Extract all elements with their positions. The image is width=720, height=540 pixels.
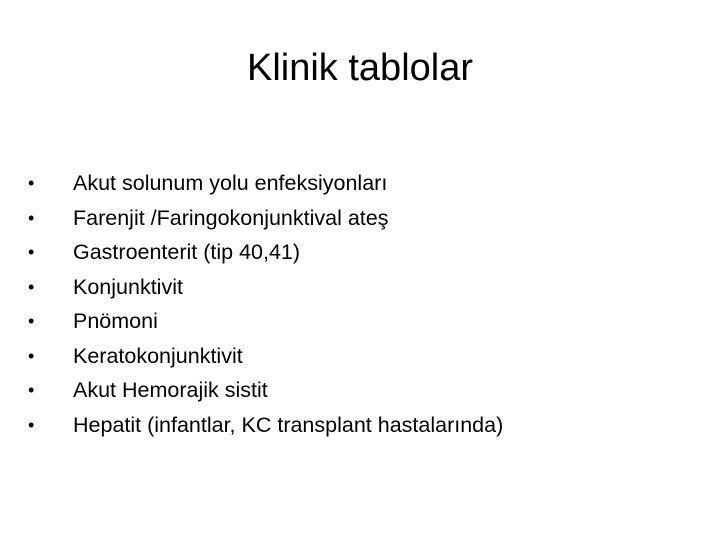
bullet-icon: •: [28, 311, 35, 331]
bullet-icon: •: [28, 207, 35, 228]
bullet-icon: •: [28, 345, 35, 366]
list-item-text: Akut Hemorajik sistit: [73, 378, 268, 402]
list-item-text: Akut solunum yolu enfeksiyonları: [73, 171, 388, 195]
list-item-text: Farenjit /Faringokonjunktival ateş: [73, 205, 389, 230]
list-item: [28, 201, 698, 236]
list-item: [28, 166, 698, 201]
list-item: [28, 373, 698, 408]
bullet-icon: •: [28, 242, 35, 262]
list-item: [28, 339, 698, 374]
bullet-icon: •: [28, 173, 35, 193]
list-item-text: Hepatit (infantlar, KC transplant hastalarında): [73, 412, 504, 437]
bullet-icon: •: [28, 380, 35, 400]
list-item-text: Pnömoni: [73, 309, 158, 333]
bullet-icon: •: [28, 414, 35, 435]
slide-title: Klinik tablolar: [247, 47, 473, 89]
list-item-text: Keratokonjunktivit: [73, 343, 243, 368]
list-item: [28, 235, 698, 270]
bullet-icon: •: [28, 276, 35, 297]
list-item: [28, 270, 698, 305]
bullet-list: [28, 166, 698, 442]
list-item: [28, 304, 698, 339]
list-item: [28, 408, 698, 443]
list-item-text: Konjunktivit: [73, 274, 183, 299]
list-item-text: Gastroenterit (tip 40,41): [73, 240, 301, 264]
